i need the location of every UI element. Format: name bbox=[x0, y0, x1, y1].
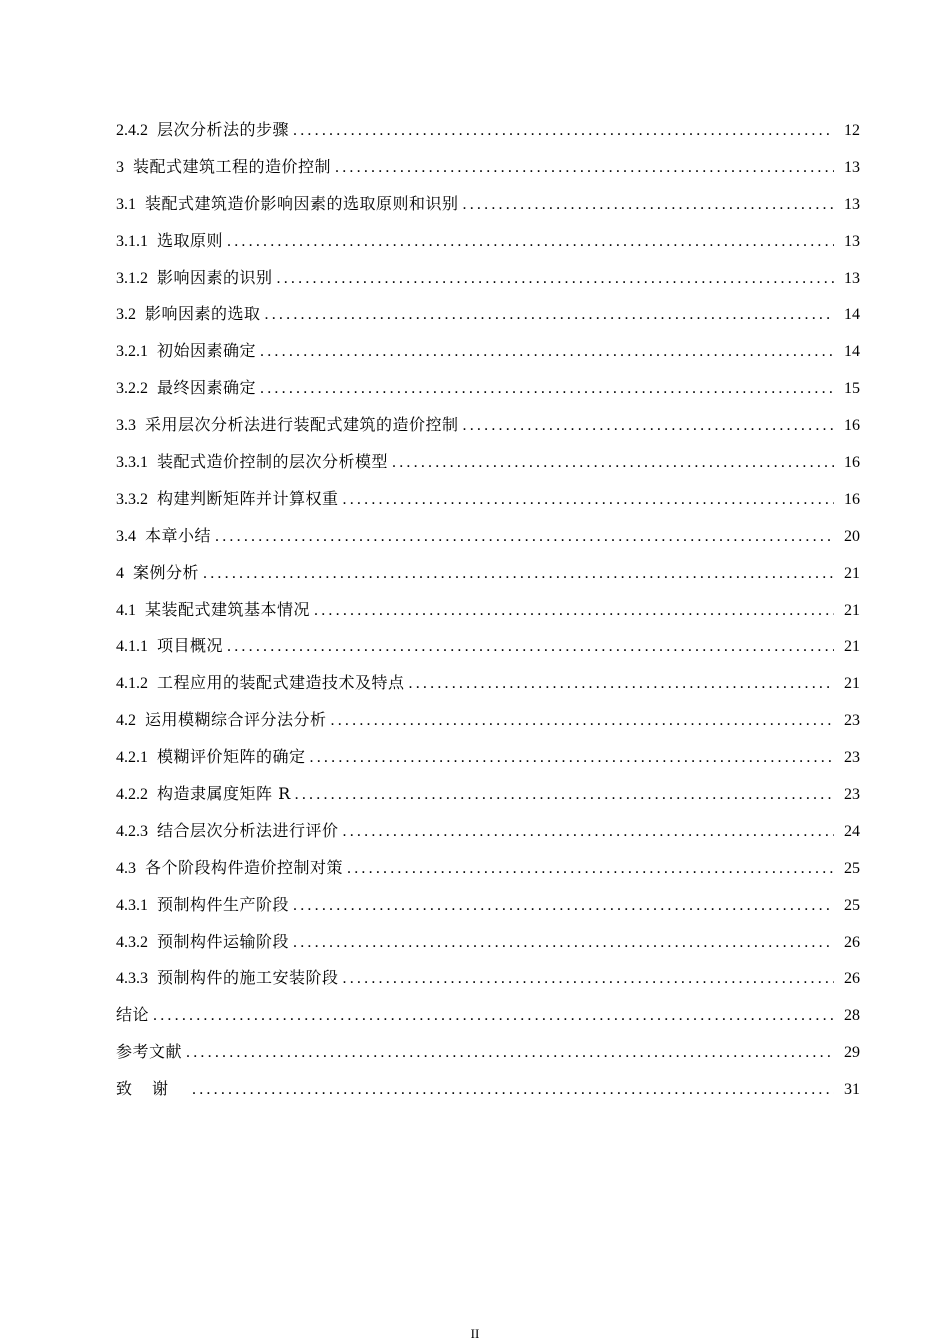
toc-entry-number: 4.1.1 bbox=[116, 638, 148, 656]
toc-entry-title: 各个阶段构件造价控制对策 bbox=[145, 857, 344, 877]
toc-entry-title: 装配式建筑工程的造价控制 bbox=[133, 156, 332, 176]
toc-entry[interactable] bbox=[116, 924, 860, 961]
dot-leader bbox=[186, 1035, 834, 1072]
toc-entry[interactable] bbox=[116, 296, 860, 333]
toc-entry-number: 4.3 bbox=[116, 859, 136, 877]
dot-leader bbox=[347, 851, 834, 888]
dot-leader bbox=[260, 371, 834, 408]
toc-entry-page: 26 bbox=[844, 970, 860, 988]
toc-entry-title: 结合层次分析法进行评价 bbox=[157, 820, 339, 840]
toc-entry-title: 致谢 bbox=[116, 1079, 189, 1099]
toc-entry-page: 21 bbox=[844, 675, 860, 693]
toc-entry[interactable] bbox=[116, 186, 860, 223]
toc-entry-number: 4.2.2 bbox=[116, 786, 148, 804]
toc-entry[interactable] bbox=[116, 702, 860, 739]
dot-leader bbox=[463, 187, 834, 224]
toc-entry-number: 3.2 bbox=[116, 306, 136, 324]
toc-entry-page: 21 bbox=[844, 638, 860, 656]
toc-entry[interactable] bbox=[116, 370, 860, 407]
toc-entry[interactable] bbox=[116, 260, 860, 297]
dot-leader bbox=[343, 482, 834, 519]
dot-leader bbox=[331, 703, 834, 740]
toc-entry-page: 28 bbox=[844, 1007, 860, 1025]
toc-entry[interactable] bbox=[116, 887, 860, 924]
toc-entry-page: 14 bbox=[844, 343, 860, 361]
toc-entry[interactable] bbox=[116, 149, 860, 186]
toc-entry-page: 25 bbox=[844, 896, 860, 914]
toc-entry-title: 预制构件的施工安装阶段 bbox=[157, 968, 339, 988]
toc-entry-title: 构造隶属度矩阵 R bbox=[157, 784, 291, 804]
toc-entry-page: 23 bbox=[844, 712, 860, 730]
toc-entry-page: 29 bbox=[844, 1044, 860, 1062]
toc-entry-page: 21 bbox=[844, 564, 860, 582]
toc-entry[interactable] bbox=[116, 776, 860, 813]
toc-entry[interactable] bbox=[116, 960, 860, 997]
toc-entry-page: 26 bbox=[844, 933, 860, 951]
toc-entry-title: 运用模糊综合评分法分析 bbox=[145, 710, 327, 730]
dot-leader bbox=[192, 1072, 834, 1109]
dot-leader bbox=[227, 224, 834, 261]
toc-entry-page: 16 bbox=[844, 490, 860, 508]
toc-entry-page: 23 bbox=[844, 786, 860, 804]
toc-entry[interactable] bbox=[116, 518, 860, 555]
toc-entry-page: 13 bbox=[844, 195, 860, 213]
toc-entry-number: 3.3.2 bbox=[116, 490, 148, 508]
dot-leader bbox=[295, 777, 834, 814]
dot-leader bbox=[265, 297, 834, 334]
toc-entry-number: 3.2.2 bbox=[116, 380, 148, 398]
dot-leader bbox=[343, 961, 834, 998]
toc-entry-number: 3.1 bbox=[116, 195, 136, 213]
toc-entry-conclusion[interactable] bbox=[116, 997, 860, 1034]
toc-entry-title: 装配式造价控制的层次分析模型 bbox=[157, 452, 389, 472]
toc-entry-number: 3.3.1 bbox=[116, 454, 148, 472]
toc-entry[interactable] bbox=[116, 555, 860, 592]
toc-entry-page: 24 bbox=[844, 822, 860, 840]
toc-entry-page: 13 bbox=[844, 232, 860, 250]
toc-entry-title: 本章小结 bbox=[145, 525, 212, 545]
toc-entry-number: 4.3.2 bbox=[116, 933, 148, 951]
toc-entry[interactable] bbox=[116, 407, 860, 444]
toc-entry-page: 13 bbox=[844, 269, 860, 287]
toc-entry-references[interactable] bbox=[116, 1034, 860, 1071]
toc-entry[interactable] bbox=[116, 333, 860, 370]
toc-entry-number: 4.2.1 bbox=[116, 749, 148, 767]
toc-entry-page: 13 bbox=[844, 158, 860, 176]
toc-entry-number: 4.3.1 bbox=[116, 896, 148, 914]
page-number: II bbox=[470, 1326, 480, 1341]
toc-entry[interactable] bbox=[116, 112, 860, 149]
toc-entry-number: 4.3.3 bbox=[116, 970, 148, 988]
toc-entry-number: 3.4 bbox=[116, 527, 136, 545]
toc-entry-title: 影响因素的选取 bbox=[145, 304, 261, 324]
toc-entry-number: 4 bbox=[116, 564, 124, 582]
dot-leader bbox=[227, 629, 834, 666]
toc-entry-title: 构建判断矩阵并计算权重 bbox=[157, 488, 339, 508]
dot-leader bbox=[153, 998, 834, 1035]
toc-entry-number: 4.2.3 bbox=[116, 822, 148, 840]
toc-entry-title: 某装配式建筑基本情况 bbox=[145, 599, 311, 619]
toc-entry[interactable] bbox=[116, 850, 860, 887]
toc-entry[interactable] bbox=[116, 665, 860, 702]
toc-entry-title: 最终因素确定 bbox=[157, 378, 257, 398]
toc-entry-number: 3.2.1 bbox=[116, 343, 148, 361]
toc-entry-page: 20 bbox=[844, 527, 860, 545]
toc-entry[interactable] bbox=[116, 444, 860, 481]
toc-entry-title: 层次分析法的步骤 bbox=[157, 120, 290, 139]
toc-entry-title: 影响因素的识别 bbox=[157, 267, 273, 287]
toc-entry-page: 14 bbox=[844, 306, 860, 324]
toc-entry-acknowledgements[interactable] bbox=[116, 1071, 860, 1108]
toc-entry-page: 16 bbox=[844, 417, 860, 435]
toc-entry-page: 21 bbox=[844, 601, 860, 619]
dot-leader bbox=[203, 556, 834, 593]
toc-entry-title: 结论 bbox=[116, 1005, 150, 1025]
toc-entry-title: 案例分析 bbox=[133, 562, 200, 582]
toc-entry-page: 23 bbox=[844, 749, 860, 767]
toc-entry[interactable] bbox=[116, 592, 860, 629]
toc-entry-title: 选取原则 bbox=[157, 230, 224, 250]
dot-leader bbox=[260, 334, 834, 371]
toc-entry[interactable] bbox=[116, 739, 860, 776]
toc-entry-page: 25 bbox=[844, 859, 860, 877]
dot-leader bbox=[314, 593, 834, 630]
dot-leader bbox=[335, 150, 834, 187]
toc-entry-title: 模糊评价矩阵的确定 bbox=[157, 747, 306, 767]
toc-entry-title: 初始因素确定 bbox=[157, 341, 257, 361]
toc-entry-title: 预制构件生产阶段 bbox=[157, 894, 290, 914]
toc-entry-number: 4.2 bbox=[116, 712, 136, 730]
dot-leader bbox=[293, 925, 834, 962]
dot-leader bbox=[293, 888, 834, 925]
toc-entry-title: 预制构件运输阶段 bbox=[157, 931, 290, 951]
toc-entry-page: 12 bbox=[844, 122, 860, 139]
toc-entry-number: 3.3 bbox=[116, 417, 136, 435]
dot-leader bbox=[277, 261, 834, 298]
dot-leader bbox=[463, 408, 834, 445]
dot-leader bbox=[343, 814, 834, 851]
toc-entry-number: 3.1.2 bbox=[116, 269, 148, 287]
toc-entry[interactable] bbox=[116, 223, 860, 260]
dot-leader bbox=[409, 666, 834, 703]
toc-entry-title: 采用层次分析法进行装配式建筑的造价控制 bbox=[145, 415, 459, 435]
dot-leader bbox=[293, 113, 834, 150]
toc-entry-number: 3 bbox=[116, 158, 124, 176]
toc-entry-page: 31 bbox=[844, 1081, 860, 1099]
toc-entry-title: 装配式建筑造价影响因素的选取原则和识别 bbox=[145, 193, 459, 213]
dot-leader bbox=[392, 445, 834, 482]
toc-entry-title: 项目概况 bbox=[157, 636, 224, 656]
toc-entry-number: 3.1.1 bbox=[116, 232, 148, 250]
toc-entry[interactable] bbox=[116, 628, 860, 665]
toc-entry-number: 4.1 bbox=[116, 601, 136, 619]
toc-entry[interactable] bbox=[116, 813, 860, 850]
toc-entry-page: 16 bbox=[844, 454, 860, 472]
toc-entry-number: 4.1.2 bbox=[116, 675, 148, 693]
dot-leader bbox=[310, 740, 834, 777]
toc-entry-page: 15 bbox=[844, 380, 860, 398]
table-of-contents bbox=[116, 112, 860, 1108]
toc-entry-title: 工程应用的装配式建造技术及特点 bbox=[157, 673, 405, 693]
dot-leader bbox=[215, 519, 834, 556]
toc-entry-title: 参考文献 bbox=[116, 1042, 183, 1062]
toc-entry-number: 2.4.2 bbox=[116, 122, 148, 139]
toc-entry[interactable] bbox=[116, 481, 860, 518]
